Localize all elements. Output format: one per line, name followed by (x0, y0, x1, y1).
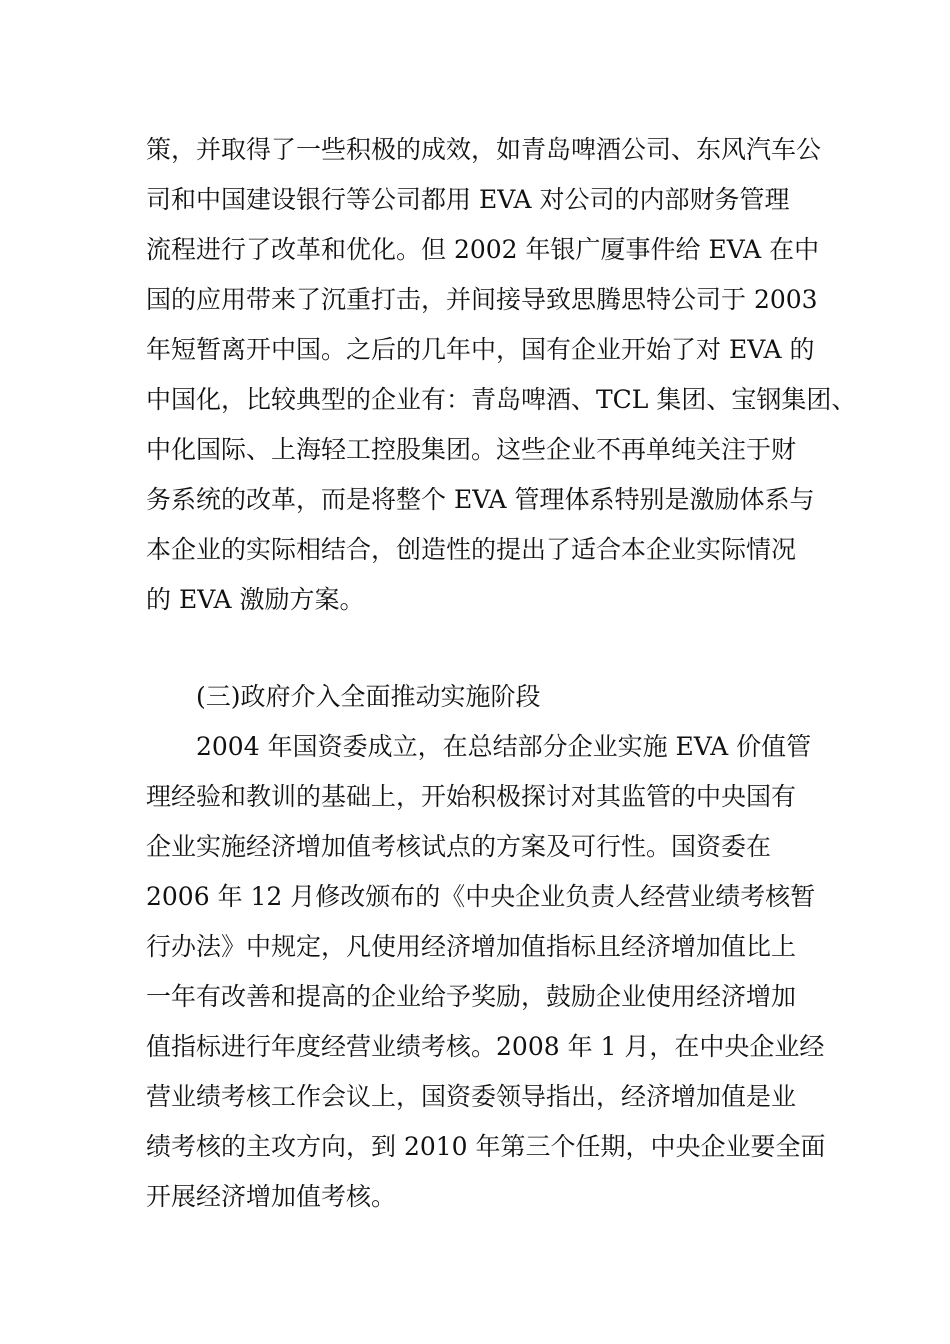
paragraph-line: 本企业的实际相结合，创造性的提出了适合本企业实际情况 (146, 535, 797, 564)
paragraph-sasac-implementation (146, 722, 826, 1222)
paragraph-line: 年短暂离开中国。之后的几年中，国有企业开始了对 EVA 的 (146, 335, 815, 364)
paragraph-line: 中国化，比较典型的企业有：青岛啤酒、TCL 集团、宝钢集团、 (146, 385, 857, 414)
paragraph-line: 理经验和教训的基础上，开始积极探讨对其监管的中央国有 (146, 782, 797, 811)
paragraph-line: 务系统的改革，而是将整个 EVA 管理体系特别是激励体系与 (146, 485, 815, 514)
paragraph-line: 2006 年 12 月修改颁布的《中央企业负责人经营业绩考核暂 (146, 882, 816, 911)
paragraph-line: 一年有改善和提高的企业给予奖励，鼓励企业使用经济增加 (146, 982, 797, 1011)
paragraph-line: 流程进行了改革和优化。但 2002 年银广厦事件给 EVA 在中 (146, 235, 820, 264)
paragraph-line: 开展经济增加值考核。 (146, 1182, 397, 1211)
paragraph-eva-adoption (146, 125, 857, 625)
paragraph-line: 司和中国建设银行等公司都用 EVA 对公司的内部财务管理 (146, 185, 790, 214)
paragraph-line: 中化国际、上海轻工控股集团。这些企业不再单纯关注于财 (146, 435, 797, 464)
paragraph-line: 国的应用带来了沉重打击，并间接导致思腾思特公司于 2003 (146, 285, 818, 314)
paragraph-line: 策，并取得了一些积极的成效，如青岛啤酒公司、东风汽车公 (146, 135, 822, 164)
section-heading: (三)政府介入全面推动实施阶段 (196, 682, 541, 711)
paragraph-line: 行办法》中规定，凡使用经济增加值指标且经济增加值比上 (146, 932, 797, 961)
section-heading-block (146, 672, 826, 722)
paragraph-line: 值指标进行年度经营业绩考核。2008 年 1 月，在中央企业经 (146, 1032, 825, 1061)
paragraph-line: 绩考核的主攻方向，到 2010 年第三个任期，中央企业要全面 (146, 1132, 826, 1161)
paragraph-line: 营业绩考核工作会议上，国资委领导指出，经济增加值是业 (146, 1082, 797, 1111)
paragraph-line: 企业实施经济增加值考核试点的方案及可行性。国资委在 (146, 832, 772, 861)
paragraph-line: 的 EVA 激励方案。 (146, 585, 365, 614)
paragraph-line: 2004 年国资委成立，在总结部分企业实施 EVA 价值管 (196, 732, 812, 761)
